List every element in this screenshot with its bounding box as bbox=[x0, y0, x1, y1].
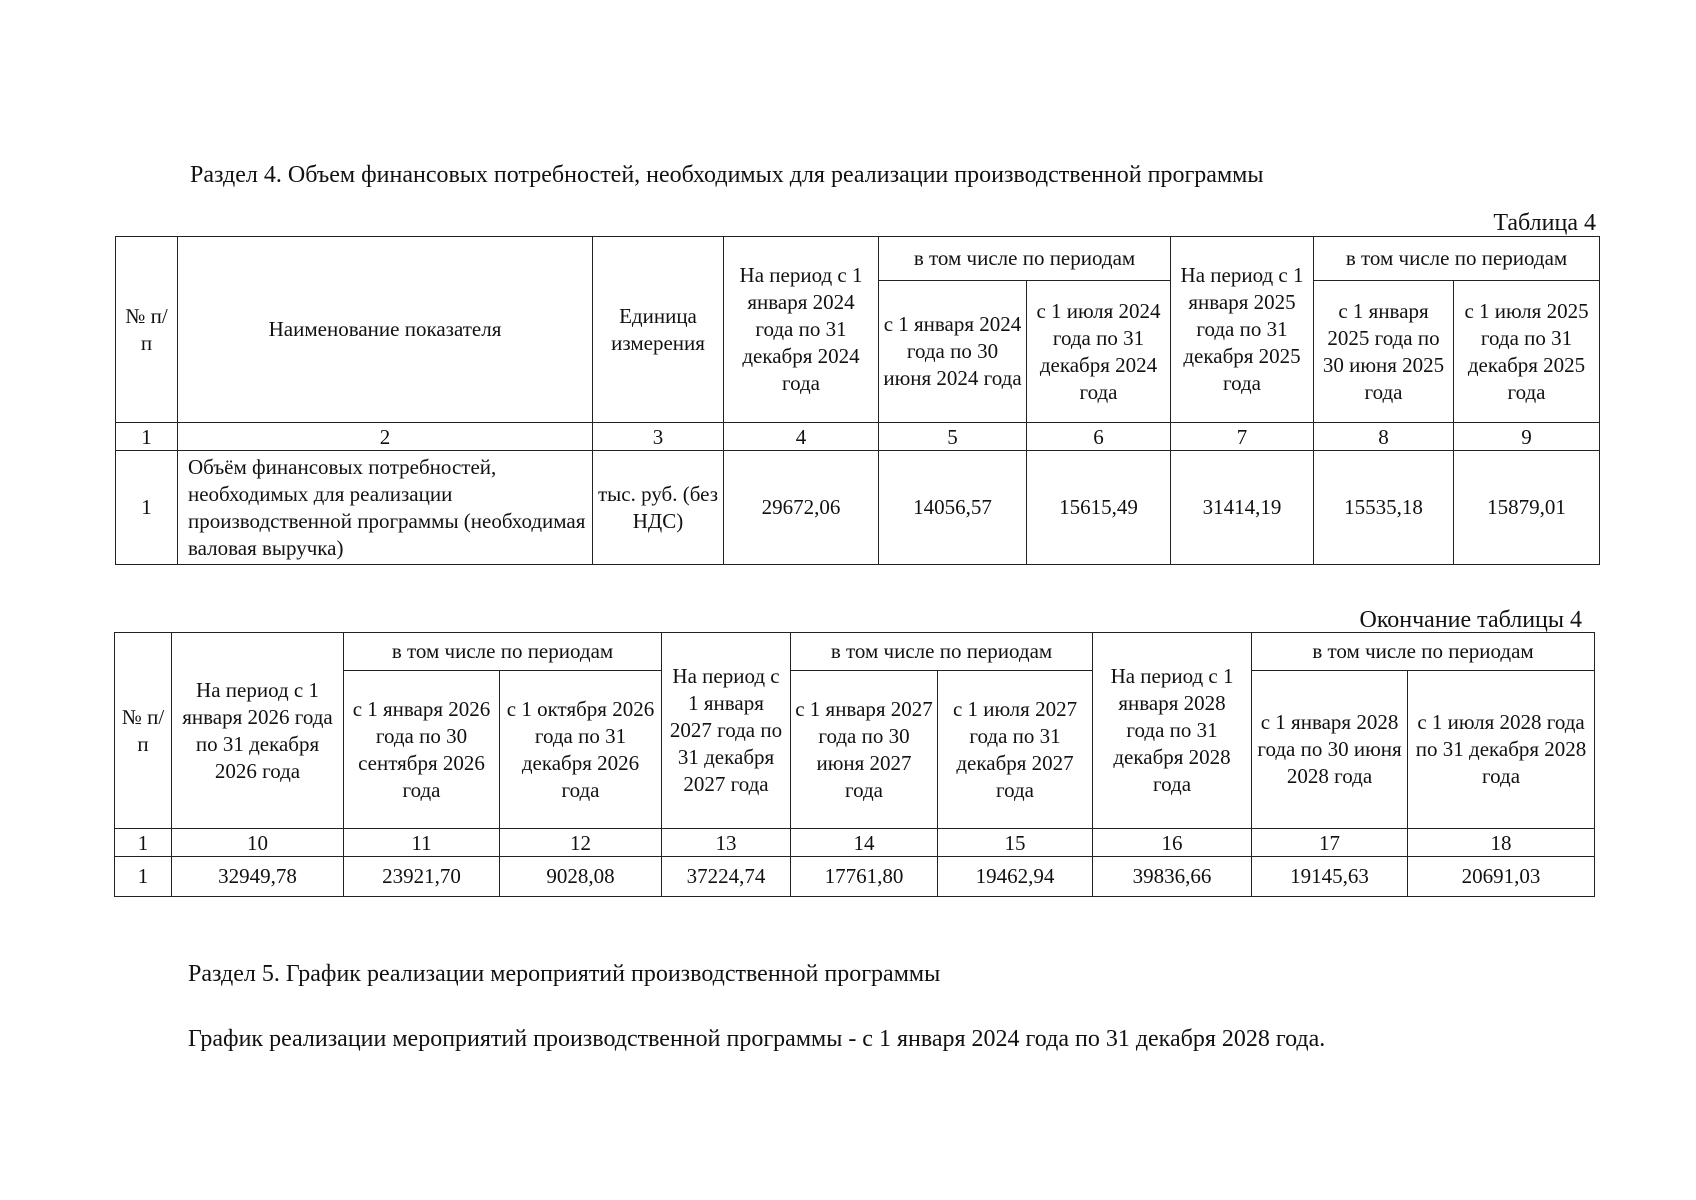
t2-value-h2-2027: 19462,94 bbox=[938, 857, 1093, 897]
t2-header-period-2027: На период с 1 января 2027 года по 31 декабря 2027 года bbox=[662, 633, 791, 829]
t2-header-group-2026: в том числе по периодам bbox=[344, 633, 662, 671]
t1-index-cell: 4 bbox=[724, 423, 879, 451]
t2-header-group-2028: в том числе по периодам bbox=[1252, 633, 1595, 671]
t1-header-h1-2024: с 1 января 2024 года по 30 июня 2024 года bbox=[879, 281, 1027, 423]
t1-value-h2-2025: 15879,01 bbox=[1454, 451, 1600, 565]
table1 bbox=[115, 236, 1600, 565]
t2-index-cell: 1 bbox=[115, 829, 172, 857]
t2-header-no: № п/п bbox=[115, 633, 172, 829]
t1-index-cell: 9 bbox=[1454, 423, 1600, 451]
t1-row-no: 1 bbox=[116, 451, 178, 565]
t2-value-h1-2028: 19145,63 bbox=[1252, 857, 1408, 897]
t2-index-cell: 18 bbox=[1408, 829, 1595, 857]
t2-index-cell: 10 bbox=[172, 829, 344, 857]
t1-index-cell: 3 bbox=[593, 423, 724, 451]
t2-header-h1-2028: с 1 января 2028 года по 30 июня 2028 года bbox=[1252, 671, 1408, 829]
t1-index-cell: 1 bbox=[116, 423, 178, 451]
t1-row-unit: тыс. руб. (без НДС) bbox=[593, 451, 724, 565]
t2-header-h2-2027: с 1 июля 2027 года по 31 декабря 2027 года bbox=[938, 671, 1093, 829]
t1-data-row bbox=[116, 451, 1600, 565]
table2-caption: Окончание таблицы 4 bbox=[1359, 607, 1582, 633]
t2-value-h2-2028: 20691,03 bbox=[1408, 857, 1595, 897]
table1-caption: Таблица 4 bbox=[1493, 210, 1596, 236]
t2-header-a-2026: с 1 января 2026 года по 30 сентября 2026 года bbox=[344, 671, 500, 829]
t2-index-cell: 14 bbox=[791, 829, 938, 857]
t2-header-period-2026: На период с 1 января 2026 года по 31 декабря 2026 года bbox=[172, 633, 344, 829]
t2-value-2026: 32949,78 bbox=[172, 857, 344, 897]
t2-value-2028: 39836,66 bbox=[1093, 857, 1252, 897]
t1-value-h1-2024: 14056,57 bbox=[879, 451, 1027, 565]
t1-value-h1-2025: 15535,18 bbox=[1314, 451, 1454, 565]
t1-value-2025: 31414,19 bbox=[1171, 451, 1314, 565]
t1-header-h1-2025: с 1 января 2025 года по 30 июня 2025 года bbox=[1314, 281, 1454, 423]
t1-index-cell: 7 bbox=[1171, 423, 1314, 451]
t2-row-no: 1 bbox=[115, 857, 172, 897]
section4-title: Раздел 4. Объем финансовых потребностей, необходимых для реализации производственной программы bbox=[190, 162, 1264, 188]
t1-header-unit: Единица измерения bbox=[593, 237, 724, 423]
t2-value-2027: 37224,74 bbox=[662, 857, 791, 897]
t2-header-h1-2027: с 1 января 2027 года по 30 июня 2027 года bbox=[791, 671, 938, 829]
t2-index-cell: 16 bbox=[1093, 829, 1252, 857]
t1-row-name: Объём финансовых потребностей, необходимых для реализации производственной программы (необходимая валовая выручка) bbox=[178, 451, 593, 565]
t2-index-cell: 17 bbox=[1252, 829, 1408, 857]
t1-header-group-2024: в том числе по периодам bbox=[879, 237, 1171, 281]
t1-index-cell: 2 bbox=[178, 423, 593, 451]
t1-value-2024: 29672,06 bbox=[724, 451, 879, 565]
t2-data-row bbox=[115, 857, 1595, 897]
t2-header-b-2026: с 1 октября 2026 года по 31 декабря 2026 года bbox=[500, 671, 662, 829]
section5-text: График реализации мероприятий производственной программы - с 1 января 2024 года по 31 декабря 2028 года. bbox=[188, 1026, 1326, 1052]
t1-header-h2-2024: с 1 июля 2024 года по 31 декабря 2024 года bbox=[1027, 281, 1171, 423]
t1-header-period-2025: На период с 1 января 2025 года по 31 декабря 2025 года bbox=[1171, 237, 1314, 423]
t2-value-b-2026: 9028,08 bbox=[500, 857, 662, 897]
t1-header-name: Наименование показателя bbox=[178, 237, 593, 423]
t2-header-h2-2028: с 1 июля 2028 года по 31 декабря 2028 года bbox=[1408, 671, 1595, 829]
t1-index-row bbox=[116, 423, 1600, 451]
t1-value-h2-2024: 15615,49 bbox=[1027, 451, 1171, 565]
t1-index-cell: 6 bbox=[1027, 423, 1171, 451]
t2-index-row bbox=[115, 829, 1595, 857]
t2-header-period-2028: На период с 1 января 2028 года по 31 декабря 2028 года bbox=[1093, 633, 1252, 829]
t1-index-cell: 5 bbox=[879, 423, 1027, 451]
t1-header-group-2025: в том числе по периодам bbox=[1314, 237, 1600, 281]
t1-index-cell: 8 bbox=[1314, 423, 1454, 451]
t2-value-a-2026: 23921,70 bbox=[344, 857, 500, 897]
t2-index-cell: 11 bbox=[344, 829, 500, 857]
section5-title: Раздел 5. График реализации мероприятий производственной программы bbox=[188, 961, 941, 987]
t2-index-cell: 15 bbox=[938, 829, 1093, 857]
t1-header-period-2024: На период с 1 января 2024 года по 31 декабря 2024 года bbox=[724, 237, 879, 423]
t2-value-h1-2027: 17761,80 bbox=[791, 857, 938, 897]
t2-header-group-2027: в том числе по периодам bbox=[791, 633, 1093, 671]
t2-index-cell: 12 bbox=[500, 829, 662, 857]
t2-index-cell: 13 bbox=[662, 829, 791, 857]
t1-header-no: № п/п bbox=[116, 237, 178, 423]
table2 bbox=[114, 632, 1595, 897]
t1-header-h2-2025: с 1 июля 2025 года по 31 декабря 2025 года bbox=[1454, 281, 1600, 423]
